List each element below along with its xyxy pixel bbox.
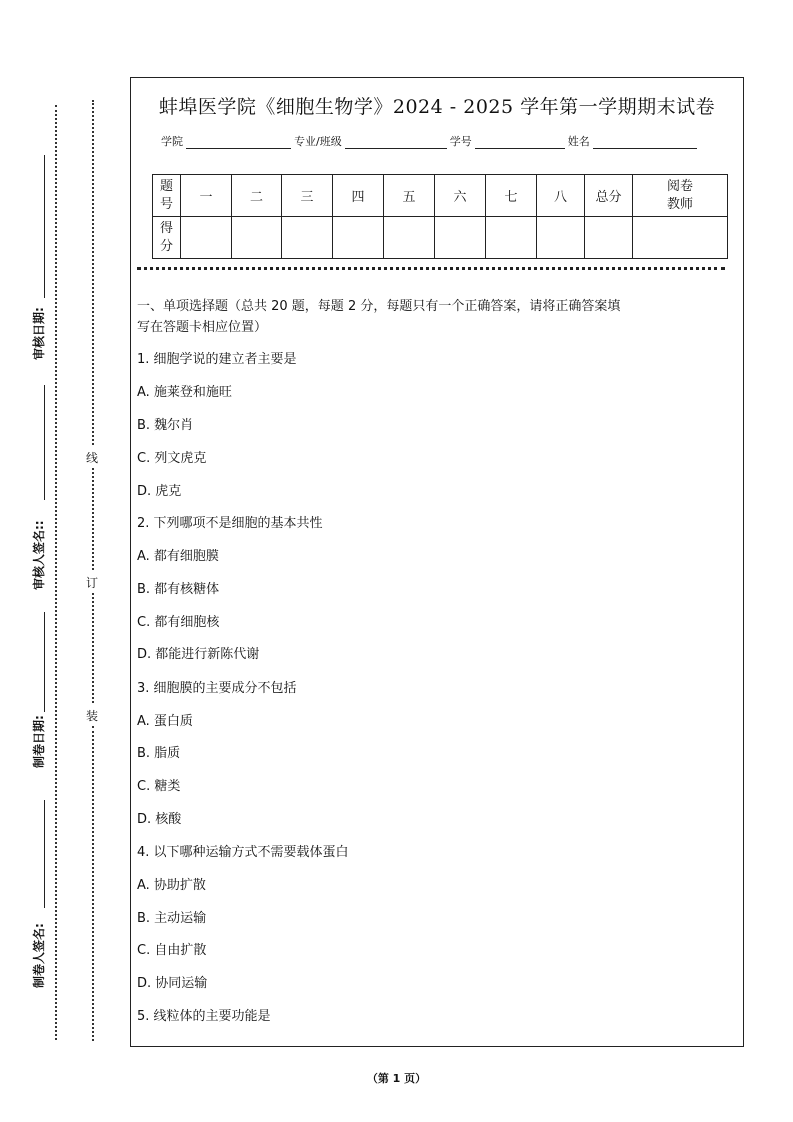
- student-info-row: [161, 133, 700, 149]
- reviewer-signature-label: 审核人签名::: [32, 520, 46, 590]
- score-header-cell: 六: [435, 175, 486, 217]
- paper-date-label: 制卷日期:: [32, 715, 46, 768]
- student-id-label: 学号: [449, 135, 472, 148]
- paper-date-blank: [44, 612, 45, 712]
- page-footer: （第 1 页）: [366, 1072, 427, 1085]
- score-row-label: 得分: [153, 217, 181, 259]
- score-header-cell: 阅卷教师: [633, 175, 728, 217]
- exam-frame: [130, 77, 744, 1047]
- section-separator: [137, 267, 725, 270]
- binding-dotted-line-inner-2: [92, 468, 94, 570]
- review-date-blank: [44, 155, 45, 298]
- question-option: B. 都有核糖体: [137, 582, 220, 597]
- question-stem: 5. 线粒体的主要功能是: [137, 1009, 271, 1024]
- question-option: C. 自由扩散: [137, 943, 207, 958]
- score-table: [152, 174, 728, 259]
- question-option: D. 核酸: [137, 812, 182, 827]
- name-label: 姓名: [567, 135, 590, 148]
- question-option: A. 都有细胞膜: [137, 549, 219, 564]
- score-cell[interactable]: [384, 217, 435, 259]
- binding-char-ding: 订: [86, 576, 99, 590]
- score-cell[interactable]: [537, 217, 585, 259]
- question-stem: 2. 下列哪项不是细胞的基本共性: [137, 516, 323, 531]
- question-option: C. 都有细胞核: [137, 615, 220, 630]
- question-option: D. 都能进行新陈代谢: [137, 647, 260, 662]
- score-cell[interactable]: [232, 217, 282, 259]
- question-option: C. 糖类: [137, 779, 181, 794]
- review-date-label: 审核日期:: [32, 307, 46, 360]
- section-heading-line2: 写在答题卡相应位置）: [137, 320, 268, 335]
- question-option: B. 脂质: [137, 746, 181, 761]
- binding-dotted-line-inner: [92, 100, 94, 445]
- score-header-cell: 题号: [153, 175, 181, 217]
- score-cell[interactable]: [633, 217, 728, 259]
- college-blank[interactable]: [186, 136, 291, 149]
- score-header-cell: 五: [384, 175, 435, 217]
- major-class-label: 专业/班级: [294, 135, 342, 148]
- question-option: A. 施莱登和施旺: [137, 385, 232, 400]
- question-stem: 1. 细胞学说的建立者主要是: [137, 352, 297, 367]
- score-header-cell: 总分: [585, 175, 633, 217]
- major-class-blank[interactable]: [345, 136, 447, 149]
- college-label: 学院: [161, 135, 183, 148]
- question-option: A. 蛋白质: [137, 714, 193, 729]
- reviewer-signature-blank: [44, 385, 45, 500]
- score-header-cell: 一: [181, 175, 232, 217]
- paper-maker-signature-blank: [44, 800, 45, 908]
- score-table-score-row: [153, 217, 728, 259]
- name-blank[interactable]: [593, 136, 697, 149]
- score-cell[interactable]: [181, 217, 232, 259]
- question-option: A. 协助扩散: [137, 878, 206, 893]
- binding-char-zhuang: 装: [86, 709, 99, 723]
- score-cell[interactable]: [435, 217, 486, 259]
- question-stem: 4. 以下哪种运输方式不需要载体蛋白: [137, 845, 349, 860]
- binding-dotted-line-inner-4: [92, 726, 94, 1041]
- question-option: D. 协同运输: [137, 976, 208, 991]
- score-header-cell: 二: [232, 175, 282, 217]
- score-header-cell: 八: [537, 175, 585, 217]
- question-option: B. 魏尔肖: [137, 418, 194, 433]
- score-header-cell: 四: [333, 175, 384, 217]
- score-header-cell: 七: [486, 175, 537, 217]
- question-option: B. 主动运输: [137, 911, 207, 926]
- score-cell[interactable]: [282, 217, 333, 259]
- question-option: C. 列文虎克: [137, 451, 207, 466]
- exam-title: 蚌埠医学院《细胞生物学》2024 - 2025 学年第一学期期末试卷: [158, 96, 716, 118]
- paper-maker-signature-label: 制卷人签名:: [32, 923, 46, 988]
- question-stem: 3. 细胞膜的主要成分不包括: [137, 681, 297, 696]
- binding-dotted-line-inner-3: [92, 593, 94, 703]
- score-table-header-row: [153, 175, 728, 217]
- binding-dotted-line-outer: [55, 105, 57, 1040]
- score-cell[interactable]: [333, 217, 384, 259]
- section-heading-line1: 一、单项选择题（总共 20 题，每题 2 分，每题只有一个正确答案，请将正确答案填: [137, 299, 621, 314]
- student-id-blank[interactable]: [475, 136, 565, 149]
- score-cell[interactable]: [486, 217, 537, 259]
- question-option: D. 虎克: [137, 484, 182, 499]
- score-cell[interactable]: [585, 217, 633, 259]
- binding-char-xian: 线: [86, 451, 99, 465]
- score-header-cell: 三: [282, 175, 333, 217]
